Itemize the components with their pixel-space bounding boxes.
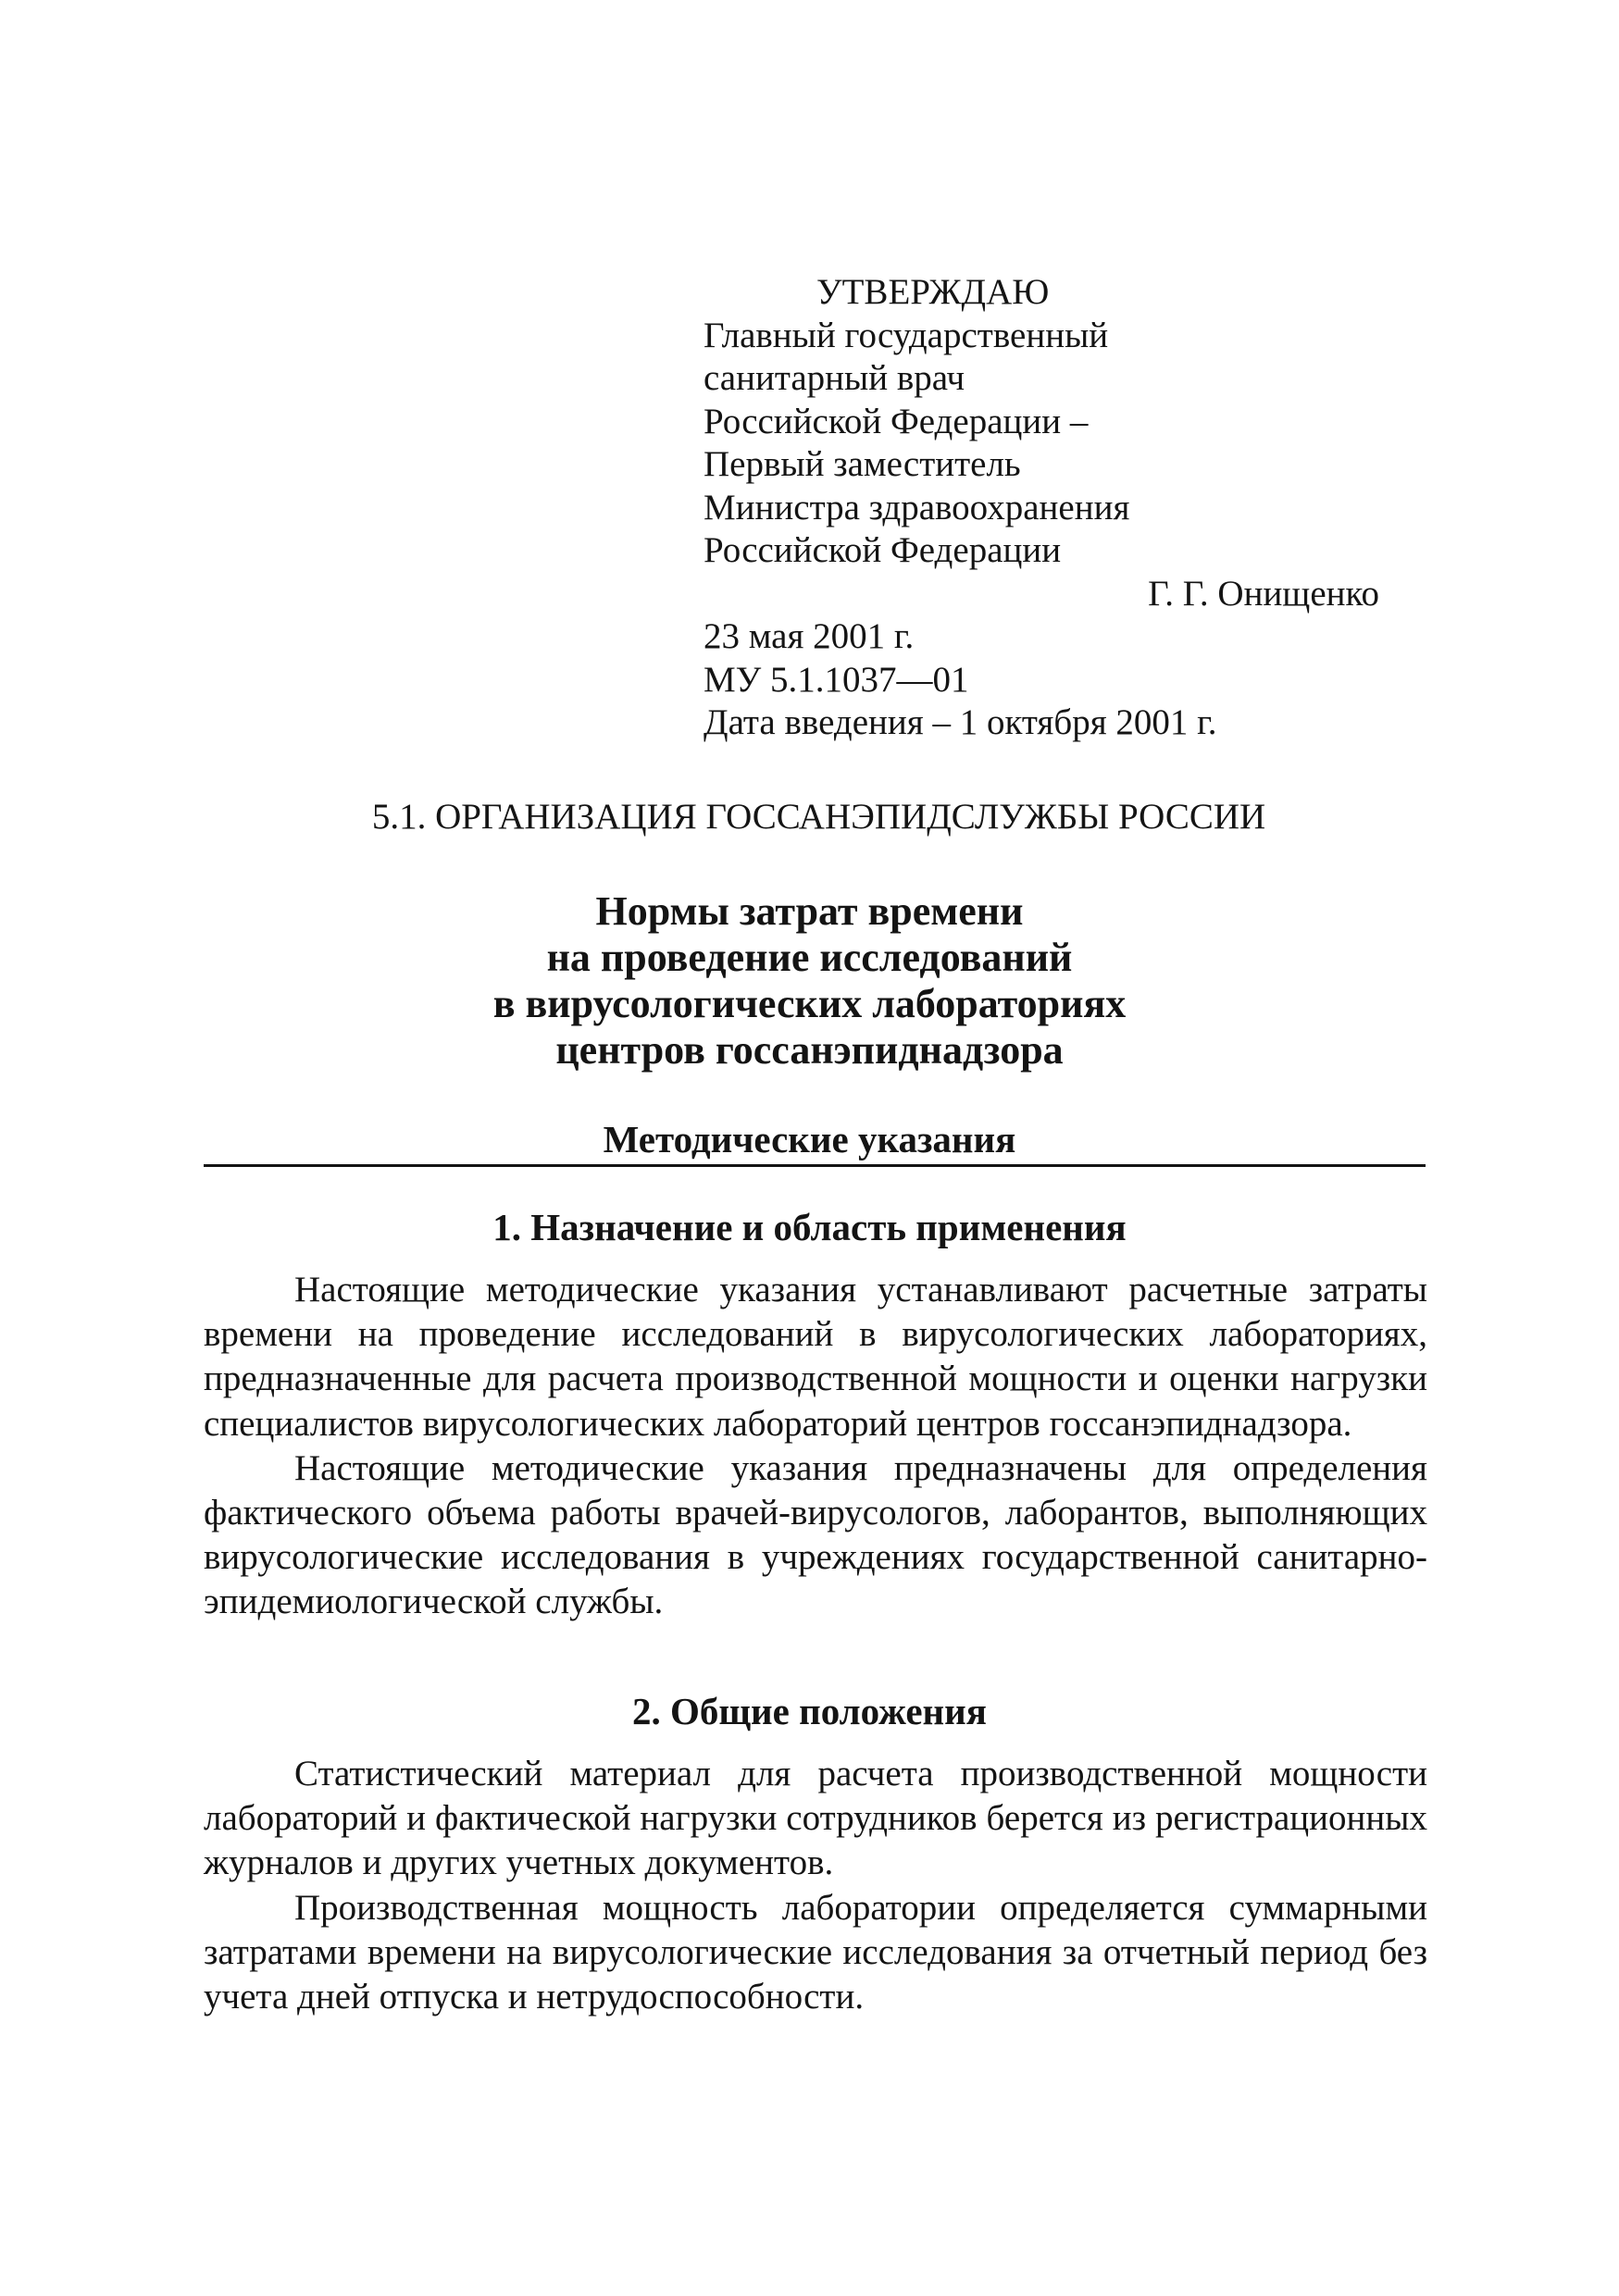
section-heading-1: 1. Назначение и область применения: [492, 1206, 1127, 1248]
title-line: Нормы затрат времени: [595, 888, 1024, 934]
approval-line: Главный государственный: [704, 315, 1109, 355]
section-body-1: [204, 1268, 1427, 1625]
section-body-2: [204, 1752, 1427, 2019]
approval-line: Министра здравоохранения: [704, 487, 1130, 527]
approval-line: Первый заместитель: [704, 444, 1021, 484]
approval-date: 23 мая 2001 г.: [704, 616, 915, 656]
title-line: в вирусологических лабораториях: [492, 981, 1127, 1026]
paragraph: Настоящие методические указания предназначены для определения фактического объема работы врачей-вирусологов, лаборантов, выполняющих вирусологические исследования в учреждениях государственной санитарно-эпидемиологической службы.: [204, 1447, 1427, 1622]
paragraph: Производственная мощность лаборатории определяется суммарными затратами времени на вирусологические исследования за отчетный период без учета дней отпуска и нетрудоспособности.: [204, 1887, 1427, 2017]
title-line: центров госсанэпиднадзора: [555, 1027, 1064, 1073]
approval-title: УТВЕРЖДАЮ: [816, 272, 1050, 312]
document-number: МУ 5.1.1037—01: [704, 659, 969, 700]
document-subtitle: Методические указания: [603, 1118, 1016, 1160]
approval-line: санитарный врач: [704, 358, 965, 398]
approval-line: Российской Федерации –: [704, 401, 1089, 441]
section-heading-2: 2. Общие положения: [632, 1690, 987, 1732]
effective-date: Дата введения – 1 октября 2001 г.: [704, 702, 1217, 742]
title-line: на проведение исследований: [546, 935, 1073, 980]
approval-signer: Г. Г. Онищенко: [1148, 573, 1379, 614]
paragraph: Статистический материал для расчета производственной мощности лабораторий и фактической нагрузки сотрудников берется из регистрационных журналов и других учетных документов.: [204, 1754, 1427, 1883]
approval-block: [704, 271, 1389, 745]
paragraph: Настоящие методические указания устанавливают расчетные затраты времени на проведение исследований в вирусологических лабораториях, предназначенные для расчета производственной мощности и оценки нагрузки специалистов вирусологических лабораторий центров госсанэпиднадзора.: [204, 1270, 1427, 1444]
series-heading: 5.1. ОРГАНИЗАЦИЯ ГОССАНЭПИДСЛУЖБЫ РОССИИ: [371, 797, 1266, 837]
approval-line: Российской Федерации: [704, 530, 1062, 570]
horizontal-rule: [204, 1164, 1426, 1167]
document-title: [0, 888, 1619, 1074]
